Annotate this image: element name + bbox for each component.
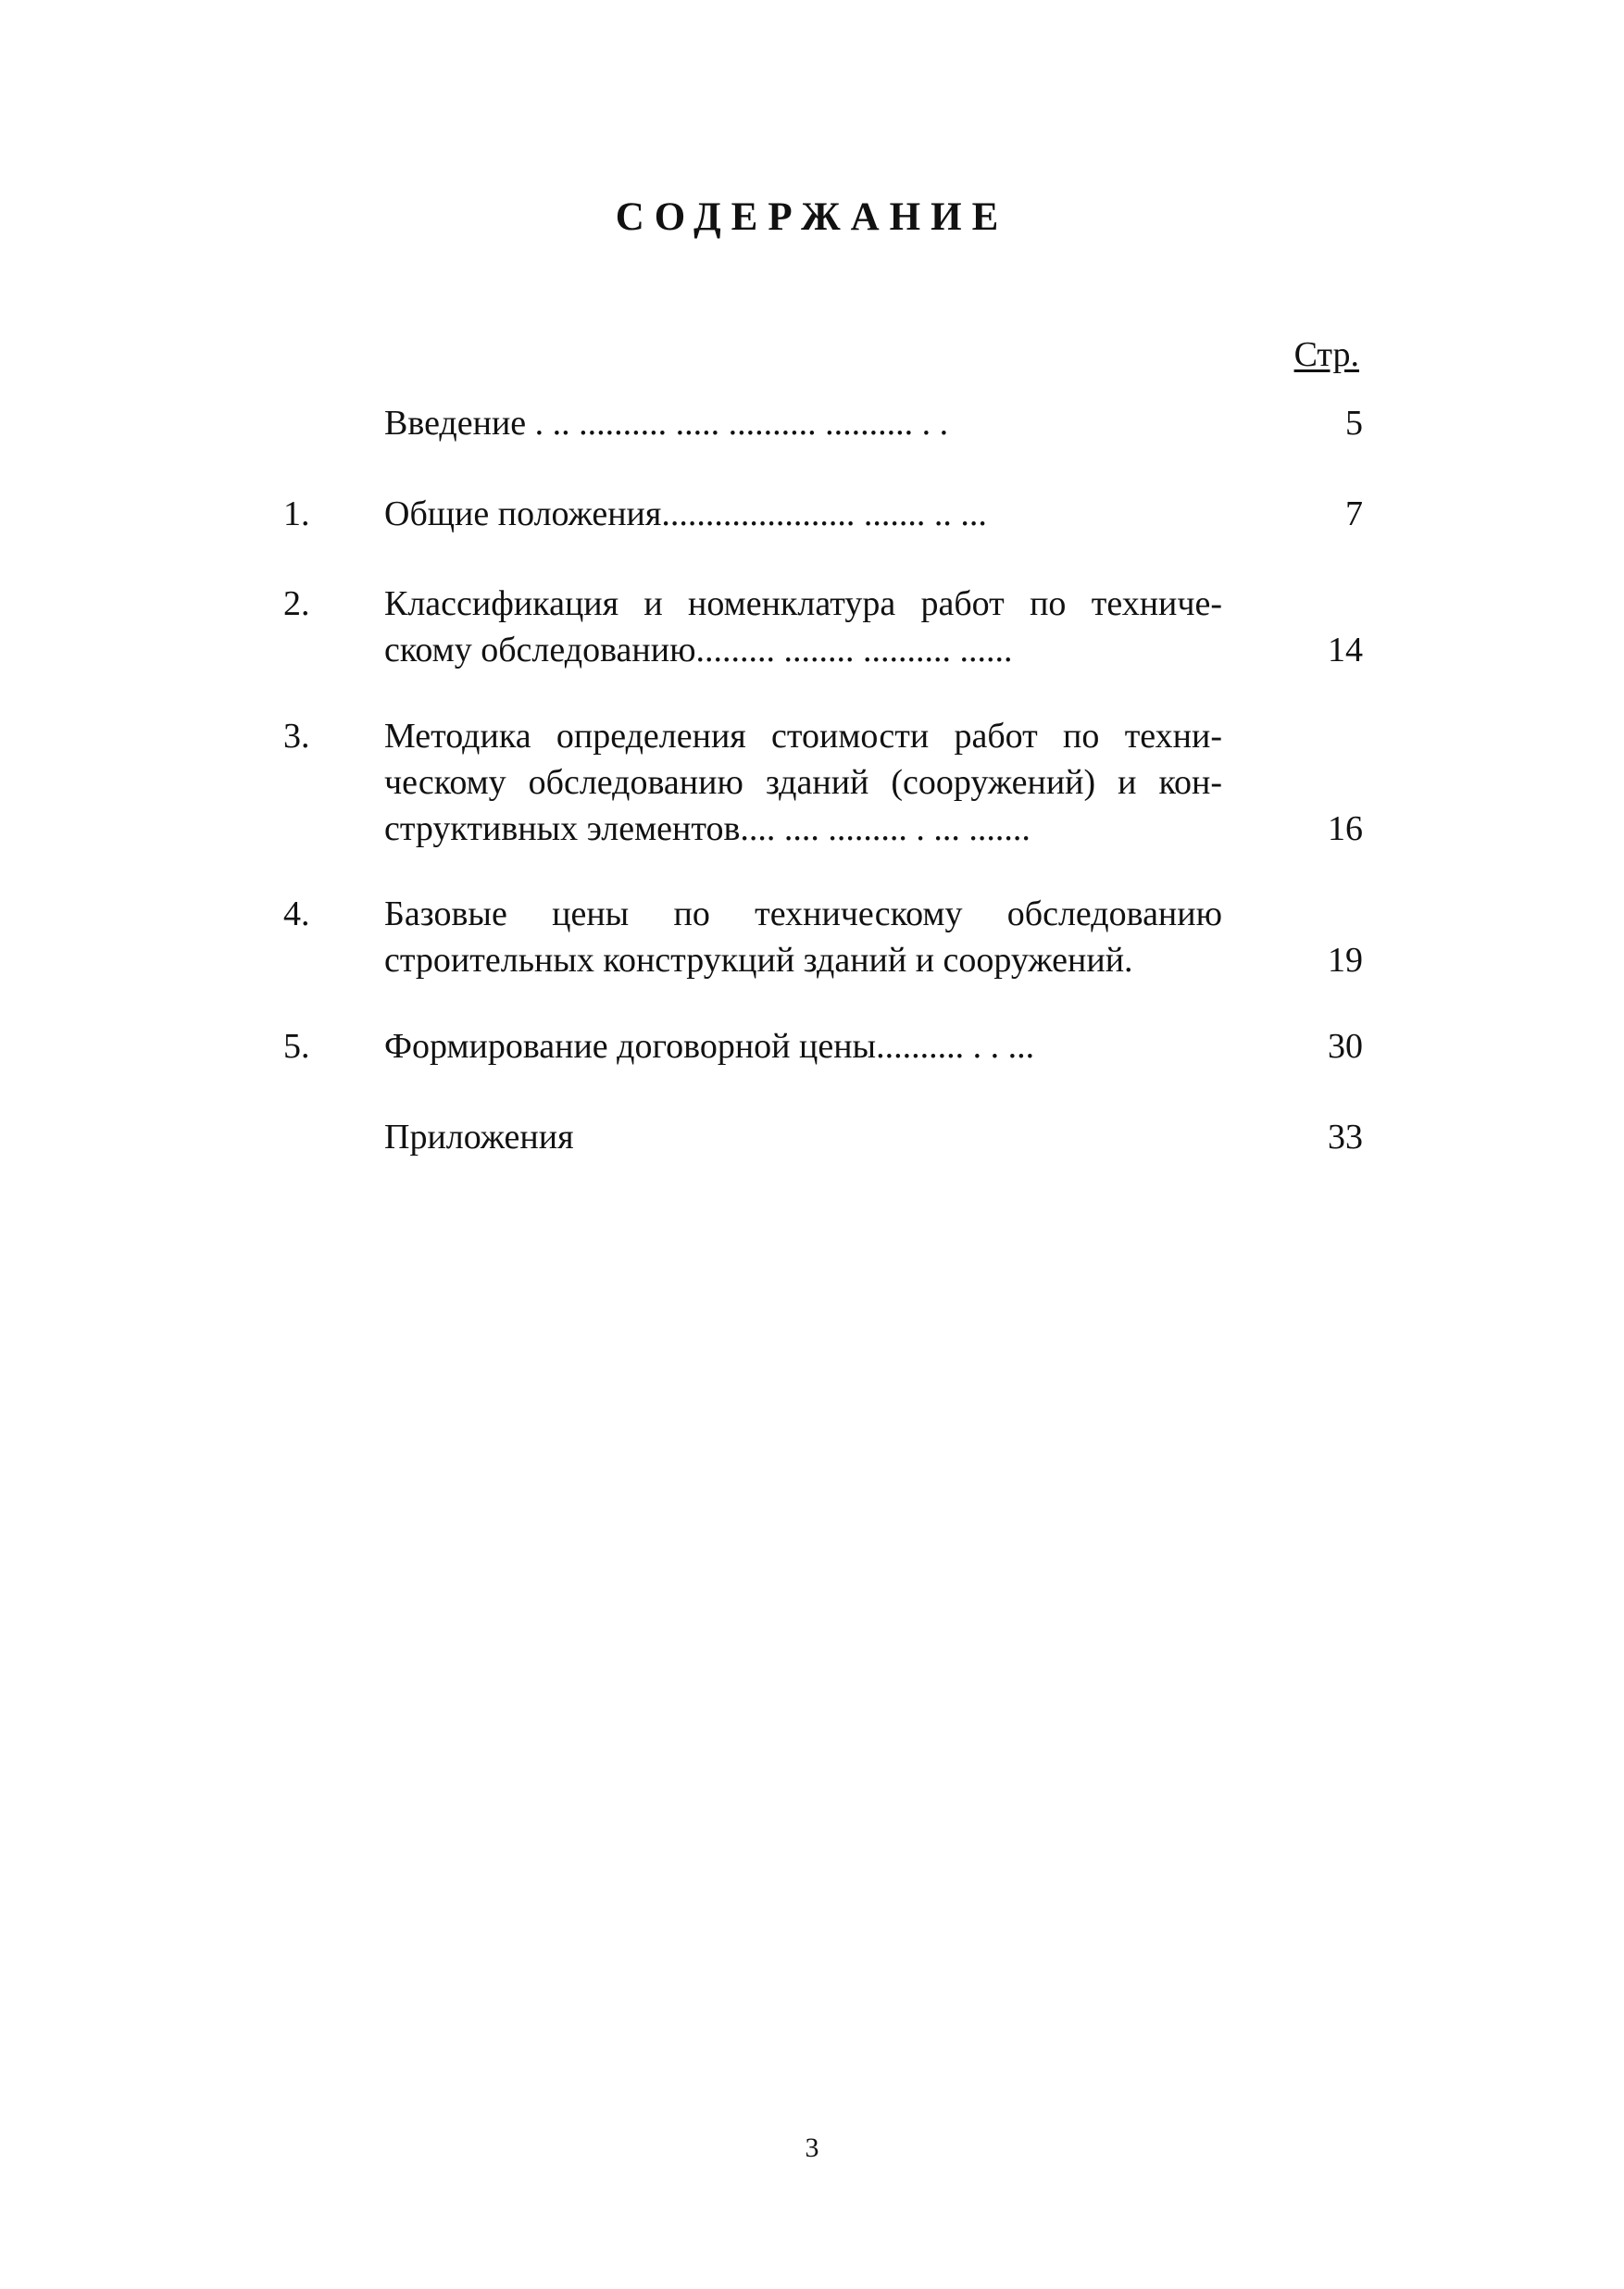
toc-entry-title-line: Методика определения стоимости работ по техни- — [384, 717, 1222, 756]
toc-entry-title — [384, 1114, 1222, 1160]
toc-entry-number: 4. — [283, 894, 310, 933]
toc-entry-number: 5. — [283, 1027, 310, 1066]
toc-entry-title-line: Базовые цены по техническому обследованию — [384, 894, 1222, 933]
toc-entry-title-line: Формирование договорной цены.......... . . ... — [384, 1027, 1035, 1066]
page-title: СОДЕРЖАНИЕ — [615, 195, 1009, 239]
toc-entry-title — [384, 891, 1222, 983]
toc-entry-title — [384, 400, 1222, 446]
toc-entry-classification[interactable] — [0, 581, 1624, 673]
toc-entry-number: 2. — [283, 584, 310, 623]
toc-entry-title — [384, 713, 1222, 852]
toc-entry-title — [384, 581, 1222, 673]
toc-entry-number: 1. — [283, 494, 310, 533]
toc-entry-page: 14 — [1328, 631, 1363, 669]
toc-entry-title-line: структивных элементов.... .... ......... . ... ....... — [384, 809, 1031, 848]
toc-entry-number: 3. — [283, 717, 310, 756]
toc-entry-appendices[interactable] — [0, 1114, 1624, 1160]
toc-entry-title-line: строительных конструкций зданий и сооружений. — [384, 941, 1133, 980]
toc-entry-page: 16 — [1328, 809, 1363, 848]
toc-entry-cost-methodology[interactable] — [0, 713, 1624, 852]
toc-entry-contract-price[interactable] — [0, 1023, 1624, 1069]
page-number: 3 — [805, 2133, 819, 2163]
toc-entry-general-provisions[interactable] — [0, 491, 1624, 537]
toc-entry-title-line: ческому обследованию зданий (сооружений) и кон- — [384, 763, 1222, 802]
toc-entry-page: 5 — [1345, 404, 1363, 443]
toc-entry-title — [384, 491, 1222, 537]
toc-entry-title-line: Приложения — [384, 1118, 574, 1157]
toc-entry-title-line: Классификация и номенклатура работ по техниче- — [384, 584, 1222, 623]
toc-entry-page: 19 — [1328, 941, 1363, 980]
toc-entry-title-line: скому обследованию......... ........ .......... ...... — [384, 631, 1013, 669]
toc-entry-introduction[interactable] — [0, 400, 1624, 446]
toc-entry-page: 30 — [1328, 1027, 1363, 1066]
page-column-label: Стр. — [1293, 335, 1359, 374]
toc-entry-title-line: Общие положения...................... ....... .. ... — [384, 494, 987, 533]
toc-entry-base-prices[interactable] — [0, 891, 1624, 983]
toc-entry-title — [384, 1023, 1222, 1069]
toc-entry-title-line: Введение . .. .......... ..... .......... .......... . . — [384, 404, 949, 443]
toc-entry-page: 33 — [1328, 1118, 1363, 1157]
toc-entry-page: 7 — [1345, 494, 1363, 533]
